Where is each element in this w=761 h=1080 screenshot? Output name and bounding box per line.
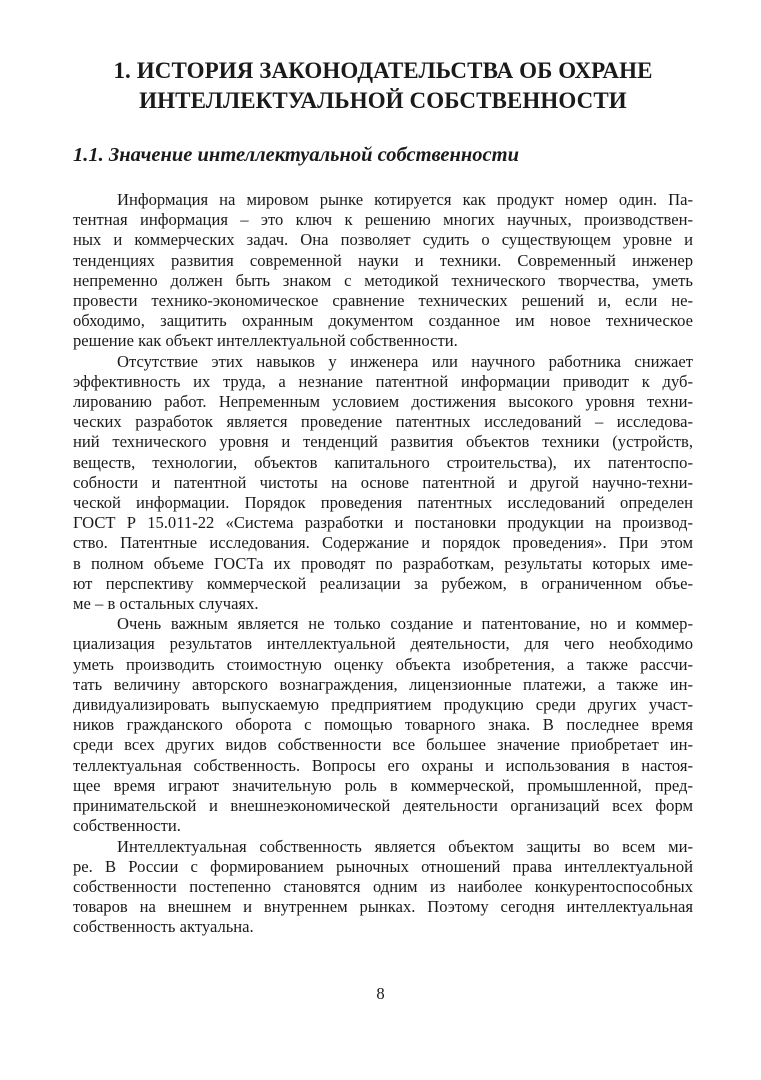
text-line: дивидуализировать выпускаемую предприятием продукцию среди других участ- bbox=[73, 695, 693, 715]
text-line: лированию работ. Непременным условием достижения высокого уровня техни- bbox=[73, 392, 693, 412]
text-line: теллектуальная собственность. Вопросы его охраны и использования в настоя- bbox=[73, 755, 693, 775]
text-line: ных и коммерческих задач. Она позволяет судить о существующем уровне и bbox=[73, 230, 693, 250]
text-line: товаров на внешнем и внутреннем рынках. Поэтому сегодня интеллектуальная bbox=[73, 897, 693, 917]
paragraph bbox=[73, 614, 693, 836]
text-line: тентная информация – это ключ к решению многих научных, производствен- bbox=[73, 210, 693, 230]
text-line: Отсутствие этих навыков у инженера или научного работника снижает bbox=[117, 351, 693, 371]
text-line: Очень важным является не только создание и патентование, но и коммер- bbox=[117, 614, 693, 634]
text-line: собности и патентной чистоты на основе патентной и другой научно-техни- bbox=[73, 472, 693, 492]
text-line: Информация на мировом рынке котируется как продукт номер один. Па- bbox=[117, 190, 693, 209]
body-text bbox=[73, 190, 693, 938]
text-line: непременно должен быть знаком с методикой технического творчества, уметь bbox=[73, 270, 693, 290]
text-line: собственности. bbox=[73, 816, 181, 836]
text-line: уметь производить стоимостную оценку объекта изобретения, а также рассчи- bbox=[73, 654, 693, 674]
text-line: тенденциях развития современной науки и техники. Современный инженер bbox=[73, 250, 693, 270]
text-line: решение как объект интеллектуальной собственности. bbox=[73, 331, 458, 351]
text-line: ников гражданского оборота с помощью товарного знака. В последнее время bbox=[73, 715, 693, 735]
text-line: щее время играют значительную роль в коммерческой, промышленной, пред- bbox=[73, 775, 693, 795]
text-line: ческих разработок является проведение патентных исследований – исследова- bbox=[73, 412, 693, 432]
text-line: собственности постепенно становятся одним из наиболее конкурентоспособных bbox=[73, 876, 693, 896]
page-body bbox=[73, 56, 693, 938]
text-line: ческой информации. Порядок проведения патентных исследований определен bbox=[73, 493, 693, 513]
text-line: в полном объеме ГОСТа их проводят по разработкам, результаты которых име- bbox=[73, 553, 693, 573]
text-line: ний технического уровня и тенденций развития объектов техники (устройств, bbox=[73, 432, 693, 452]
text-line: принимательской и внешнеэкономической деятельности организаций всех форм bbox=[73, 796, 693, 816]
text-line: ют перспективу коммерческой реализации за рубежом, в ограниченном объе- bbox=[73, 573, 693, 593]
paragraph bbox=[73, 352, 693, 615]
text-line: Интеллектуальная собственность является объектом защиты во всем ми- bbox=[117, 836, 693, 856]
text-line: ГОСТ Р 15.011-22 «Система разработки и постановки продукции на производ- bbox=[73, 513, 693, 533]
text-line: ство. Патентные исследования. Содержание и порядок проведения». При этом bbox=[73, 533, 693, 553]
text-line: среди всех других видов собственности все большее значение приобретает ин- bbox=[73, 735, 693, 755]
chapter-title bbox=[73, 56, 693, 116]
text-line: тать величину авторского вознаграждения, лицензионные платежи, а также ин- bbox=[73, 674, 693, 694]
text-line: ре. В России с формированием рыночных отношений права интеллектуальной bbox=[73, 856, 693, 876]
chapter-title-line-1: 1. ИСТОРИЯ ЗАКОНОДАТЕЛЬСТВА ОБ ОХРАНЕ bbox=[113, 58, 653, 83]
text-line: эффективность их труда, а незнание патентной информации приводит к дуб- bbox=[73, 371, 693, 391]
text-line: обходимо, защитить охранным документом созданное им новое техническое bbox=[73, 311, 693, 331]
paragraph bbox=[73, 190, 693, 352]
text-line: веществ, технологии, объектов капитального строительства), их патентоспо- bbox=[73, 452, 693, 472]
section-title: 1.1. Значение интеллектуальной собственности bbox=[73, 144, 519, 166]
paragraph bbox=[73, 837, 693, 938]
chapter-title-line-2: ИНТЕЛЛЕКТУАЛЬНОЙ СОБСТВЕННОСТИ bbox=[139, 88, 627, 113]
text-line: провести технико-экономическое сравнение технических решений и, если не- bbox=[73, 291, 693, 311]
page-number: 8 bbox=[376, 984, 385, 1003]
text-line: циализация результатов интеллектуальной деятельности, для чего необходимо bbox=[73, 634, 693, 654]
text-line: ме – в остальных случаях. bbox=[73, 594, 259, 614]
text-line: собственность актуальна. bbox=[73, 917, 254, 937]
